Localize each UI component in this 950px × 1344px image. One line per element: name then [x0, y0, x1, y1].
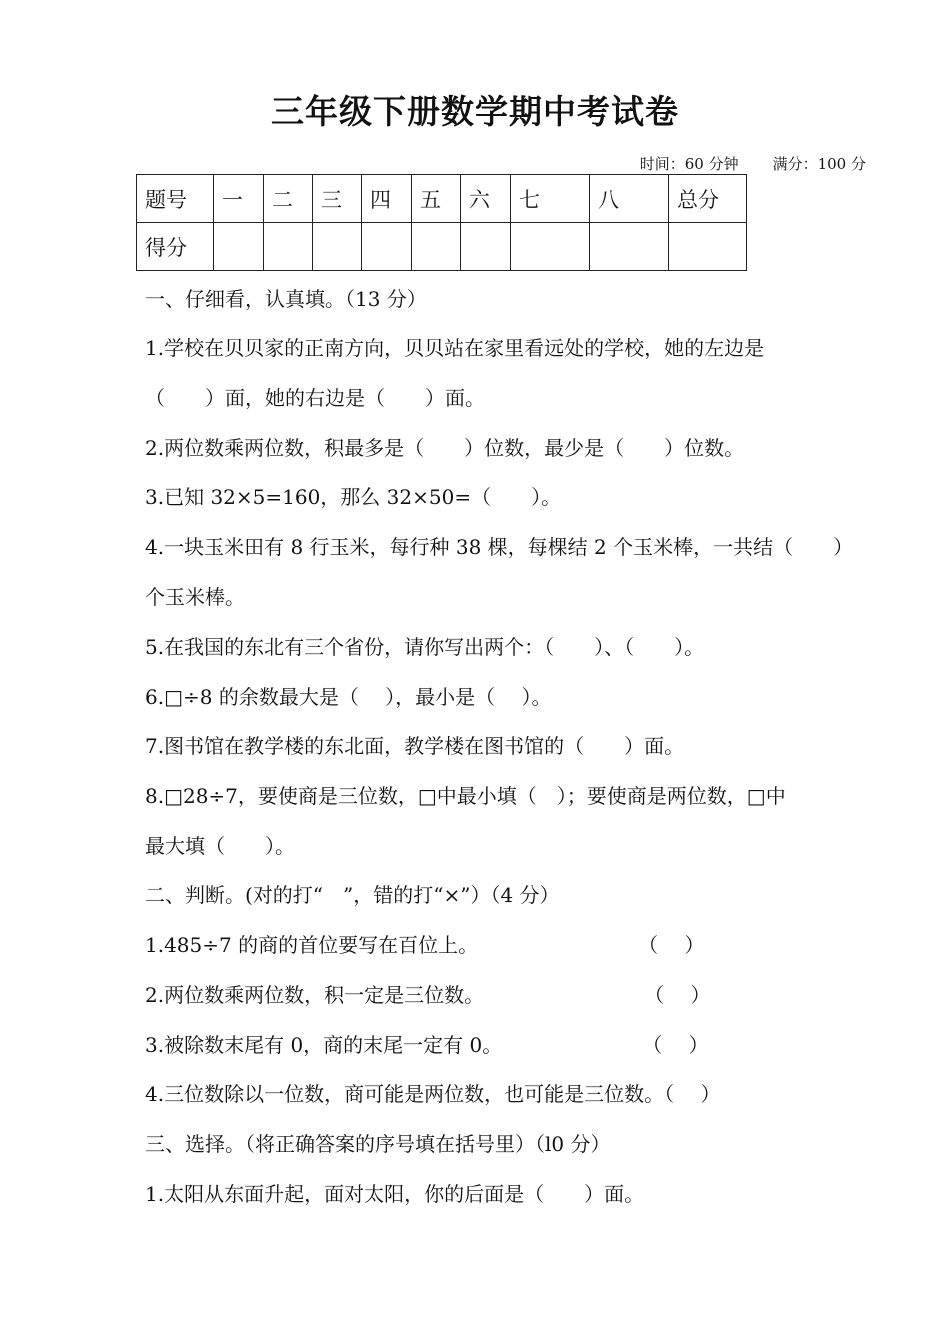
question-line: 3.已知 32×5=160，那么 32×50=（ ）。	[145, 485, 562, 509]
question-line: 8.□28÷7，要使商是三位数，□中最小填（ ）；要使商是两位数，□中	[145, 784, 786, 808]
header-cell: 一	[214, 175, 264, 223]
question-line: 6.□÷8 的余数最大是（ ），最小是（ ）。	[145, 685, 552, 709]
score-table-score-row	[137, 223, 747, 271]
section-heading-judgement: 二、判断。(对的打“ ”，错的打“×”）（4 分）	[145, 883, 560, 907]
header-cell: 七	[511, 175, 590, 223]
question-line: 1.学校在贝贝家的正南方向，贝贝站在家里看远处的学校，她的左边是	[145, 336, 765, 360]
score-table	[136, 174, 747, 271]
score-cell[interactable]	[511, 223, 590, 271]
score-row-label: 得分	[137, 223, 214, 271]
score-cell[interactable]	[362, 223, 412, 271]
full-score: 满分：100 分	[772, 155, 866, 173]
header-cell: 题号	[137, 175, 214, 223]
score-cell[interactable]	[590, 223, 669, 271]
time-limit: 时间：60 分钟	[639, 155, 739, 173]
question-line: 1.485÷7 的商的首位要写在百位上。 （ ）	[145, 933, 705, 957]
score-cell[interactable]	[214, 223, 264, 271]
question-line: 7.图书馆在教学楼的东北面，教学楼在图书馆的（ ）面。	[145, 734, 685, 758]
question-line: 个玉米棒。	[145, 585, 245, 609]
question-line: 3.被除数末尾有 0，商的末尾一定有 0。 （ ）	[145, 1033, 709, 1057]
score-cell[interactable]	[313, 223, 362, 271]
question-line: 最大填（ ）。	[145, 834, 295, 858]
section-heading-choice: 三、选择。（将正确答案的序号填在括号里）（l0 分）	[145, 1132, 611, 1156]
question-line: 4.三位数除以一位数，商可能是两位数，也可能是三位数。（ ）	[145, 1082, 721, 1106]
header-cell: 总分	[669, 175, 747, 223]
question-line: 2.两位数乘两位数，积一定是三位数。 （ ）	[145, 983, 711, 1007]
question-line: 2.两位数乘两位数，积最多是（ ）位数，最少是（ ）位数。	[145, 436, 745, 460]
question-line: （ ）面，她的右边是（ ）面。	[145, 386, 485, 410]
exam-meta	[640, 153, 866, 174]
score-cell[interactable]	[461, 223, 511, 271]
score-table-header-row	[137, 175, 747, 223]
score-cell[interactable]	[669, 223, 747, 271]
header-cell: 三	[313, 175, 362, 223]
header-cell: 八	[590, 175, 669, 223]
header-cell: 六	[461, 175, 511, 223]
section-heading-fill-in: 一、仔细看，认真填。（13 分）	[145, 287, 427, 311]
question-line: 5.在我国的东北有三个省份，请你写出两个：（ ）、（ ）。	[145, 635, 705, 659]
question-line: 4.一块玉米田有 8 行玉米，每行种 38 棵，每棵结 2 个玉米棒，一共结（ ）	[145, 535, 854, 559]
header-cell: 二	[264, 175, 313, 223]
score-cell[interactable]	[412, 223, 461, 271]
header-cell: 五	[412, 175, 461, 223]
question-line: 1.太阳从东面升起，面对太阳，你的后面是（ ）面。	[145, 1182, 645, 1206]
score-cell[interactable]	[264, 223, 313, 271]
page-title: 三年级下册数学期中考试卷	[271, 92, 679, 131]
header-cell: 四	[362, 175, 412, 223]
